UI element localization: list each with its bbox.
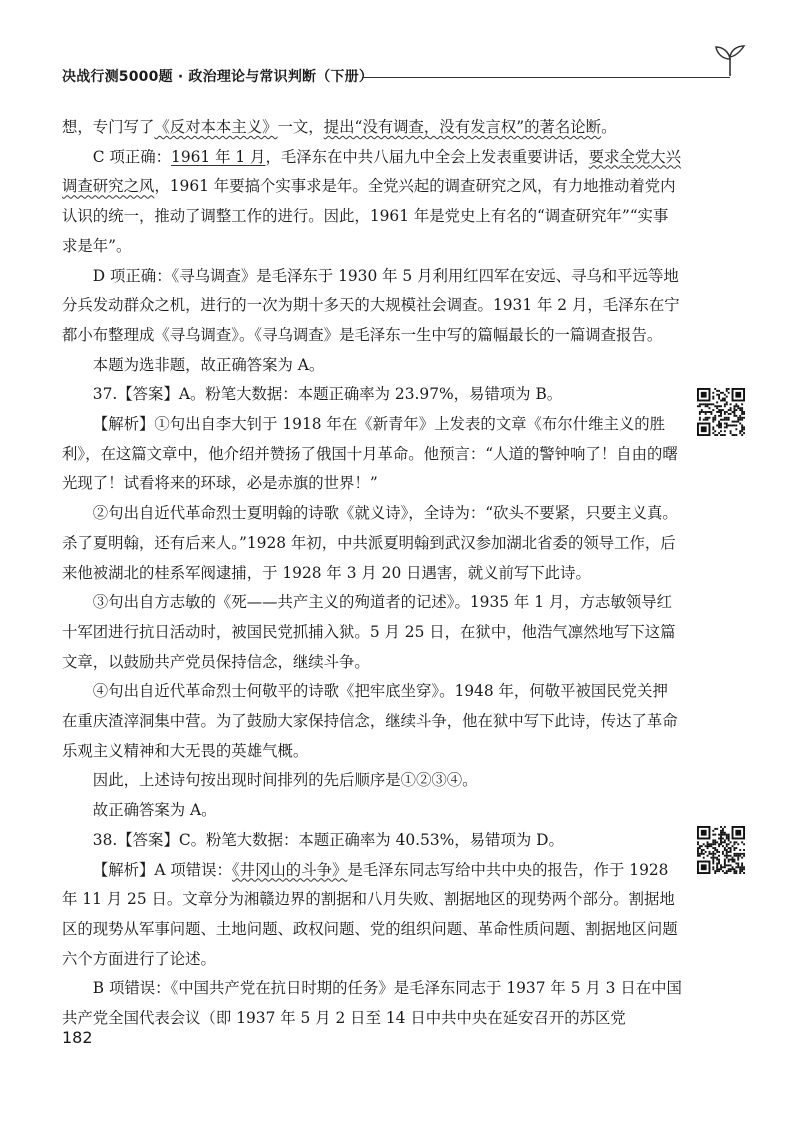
text-segment: 本题为选非题，故正确答案为 A。: [92, 355, 325, 374]
qr-code-icon[interactable]: [697, 826, 745, 874]
text-segment: 因此，上述诗句按出现时间排列的先后顺序是①②③④。: [92, 771, 478, 790]
paragraph: [62, 351, 682, 381]
text-segment: C 项正确：: [92, 147, 172, 166]
text-segment: B 项错误：《中国共产党在抗日时期的任务》是毛泽东同志于 1937 年 5 月 3 日在中国共产党全国代表会议（即 1937 年 5 月 2 日至 14 日中共中央在延安召开的苏区党: [62, 979, 682, 1028]
text-segment: ④句出自近代革命烈士何敬平的诗歌《把牢底坐穿》。1948 年，何敬平被国民党关押在重庆渣滓洞集中营。为了鼓励大家保持信念，继续斗争，他在狱中写下此诗，传达了革命乐观主义精神和大无畏的英雄气概。: [62, 682, 678, 760]
underlined-text: 《反对本本主义》: [154, 118, 278, 136]
paragraph: [62, 143, 682, 262]
paragraph: [62, 766, 682, 796]
paragraph: [62, 588, 682, 677]
body-text: [62, 113, 682, 1034]
text-segment: ②句出自近代革命烈士夏明翰的诗歌《就义诗》，全诗为：“砍头不要紧，只要主义真。杀了夏明翰，还有后来人。”1928 年初，中共派夏明翰到武汉参加湖北省委的领导工作，后来他被湖北的桂系军阀逮捕，于 1928 年 3 月 20 日遇害，就义前写下此诗。: [62, 504, 678, 582]
page-number: 182: [62, 1028, 93, 1047]
text-segment: ③句出自方志敏的《死——共产主义的殉道者的记述》。1935 年 1 月，方志敏领导红十军团进行抗日活动时，被国民党抓捕入狱。5 月 25 日，在狱中，他浩气凛然地写下这篇文章，以鼓励共产党员保持信念，继续斗争。: [62, 593, 676, 671]
text-segment: 。: [601, 118, 617, 136]
text-segment: 【解析】A 项错误：: [92, 860, 232, 879]
paragraph: [62, 856, 682, 975]
book-title: 决战行测5000题 · 政治理论与常识判断（下册）: [62, 69, 374, 85]
answer-38-heading: [62, 826, 682, 856]
paragraph: [62, 262, 682, 351]
text-segment: D 项正确：《寻乌调查》是毛泽东于 1930 年 5 月利用红四军在安远、寻乌和平远等地分兵发动群众之机，进行的一次为期十多天的大规模社会调查。1931 年 2 月，毛泽东在宁都小布整理成《寻乌调查》。《寻乌调查》是毛泽东一生中写的篇幅最长的一篇调查报告。: [62, 266, 680, 344]
text-segment: 想，专门写了: [62, 118, 155, 136]
running-header: [62, 58, 742, 92]
underlined-text: 1961 年 1 月: [171, 147, 266, 166]
text-segment: ，1961 年要搞个实事求是年。全党兴起的调查研究之风，有力地推动着党内认识的统一，推动了调整工作的进行。因此，1961 年是党史上有名的“调查研究年”“实事求是年”。: [62, 177, 676, 255]
text-segment: 38.【答案】C。粉笔大数据：本题正确率为 40.53%，易错项为 D。: [92, 830, 564, 849]
sprout-icon: [712, 44, 748, 78]
qr-code-icon[interactable]: [697, 388, 745, 436]
paragraph: [62, 410, 682, 499]
paragraph: [62, 974, 682, 1033]
text-segment: 故正确答案为 A。: [92, 801, 217, 820]
underlined-text: 提出“没有调查，没有发言权”的著名论断: [323, 118, 602, 136]
answer-37-heading: [62, 380, 682, 410]
text-segment: 一文，: [277, 118, 324, 136]
text-segment: 【解析】①句出自李大钊于 1918 年在《新青年》上发表的文章《布尔什维主义的胜利》，在这篇文章中，他介绍并赞扬了俄国十月革命。他预言：“人道的警钟响了！自由的曙光现了！试看将来的环球，必是赤旗的世界！”: [62, 415, 678, 493]
paragraph: [62, 796, 682, 826]
text-segment: 37.【答案】A。粉笔大数据：本题正确率为 23.97%，易错项为 B。: [92, 385, 563, 404]
underlined-text: 《井冈山的斗争》: [231, 860, 348, 879]
text-segment: 是毛泽东同志写给中共中央的报告，作于 1928 年 11 月 25 日。文章分为湘赣边界的割据和八月失败、割据地区的现势两个部分。割据地区的现势从军事问题、土地问题、政权问题、党的组织问题、革命性质问题、割据地区问题六个方面进行了论述。: [62, 860, 678, 968]
paragraph: [62, 677, 682, 766]
paragraph: [62, 499, 682, 588]
underlined-text: 要求全党大兴调查研究之风: [62, 147, 682, 196]
text-segment: ，毛泽东在中共八届九中全会上发表重要讲话，: [265, 147, 589, 166]
header-rule: [362, 77, 730, 78]
paragraph: [62, 113, 682, 143]
